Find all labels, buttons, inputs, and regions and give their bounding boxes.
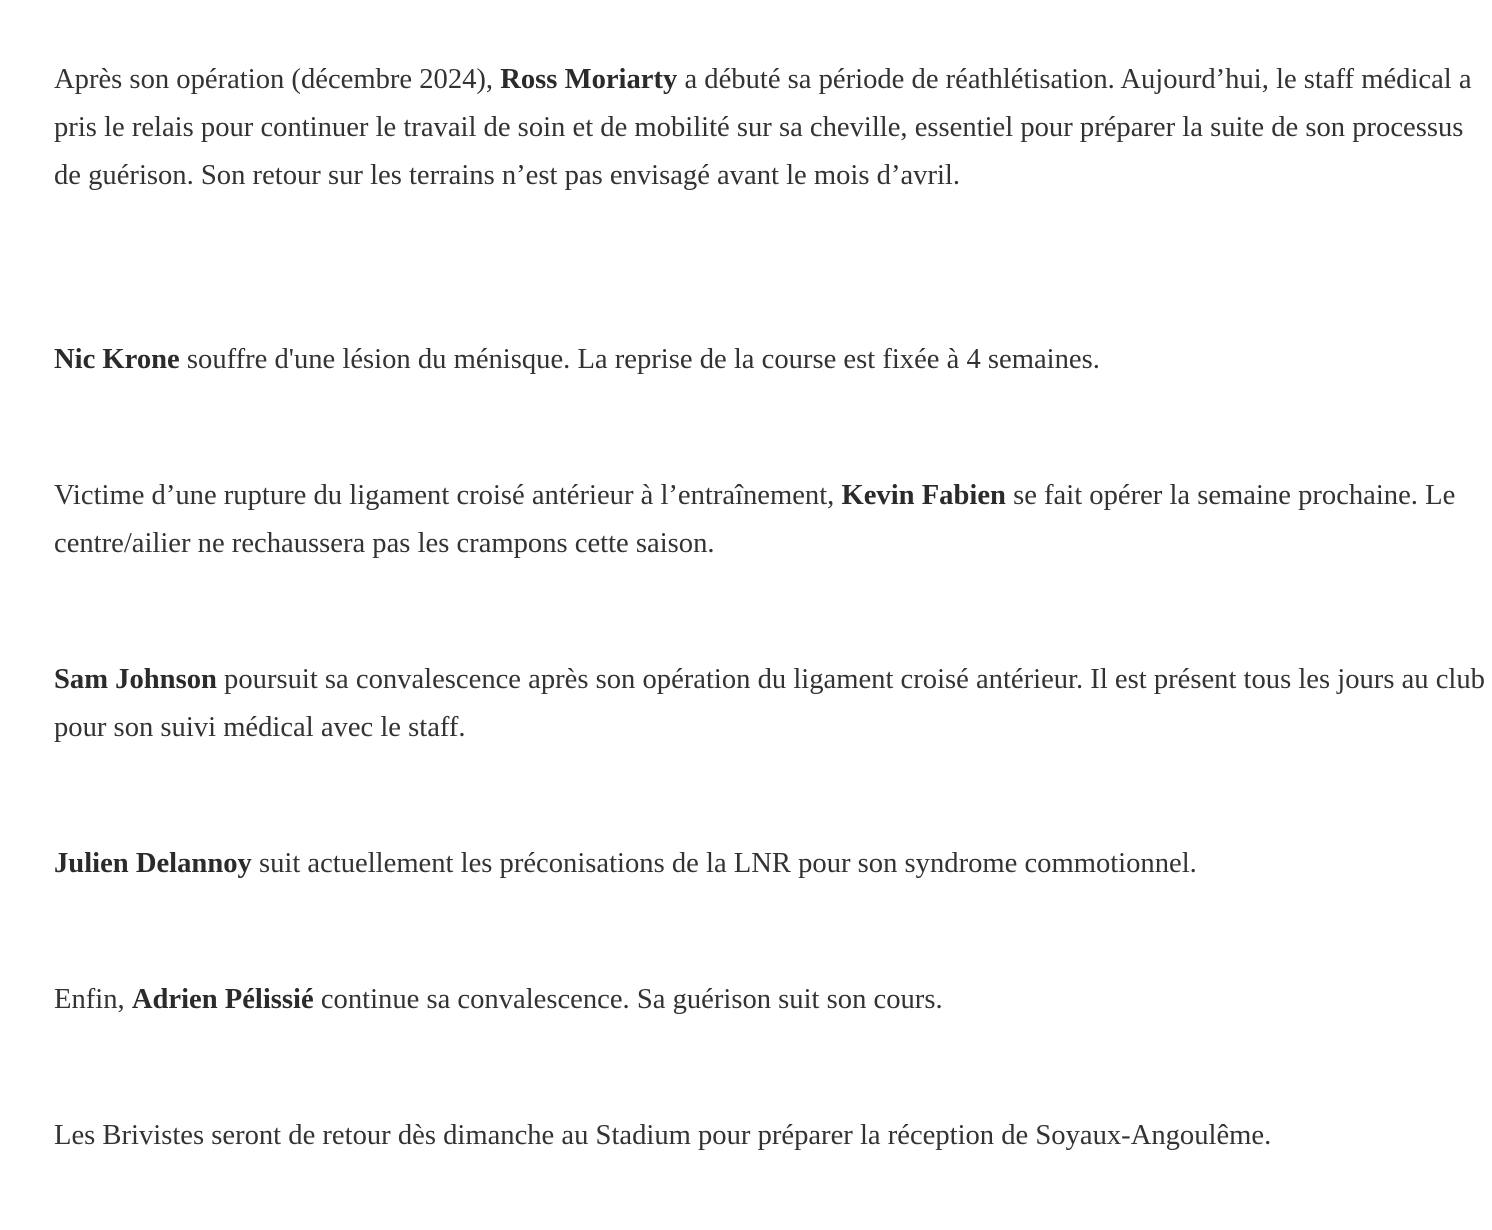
paragraph-julien-delannoy [54, 840, 1490, 888]
paragraph-text: suit actuellement les préconisations de la LNR pour son syndrome commotionnel. [251, 848, 1197, 879]
paragraph-text: Après son opération (décembre 2024), [54, 64, 501, 95]
player-name: Ross Moriarty [500, 64, 678, 95]
paragraph-text: continue sa convalescence. Sa guérison suit son cours. [313, 984, 943, 1015]
paragraph-text: souffre d'une lésion du ménisque. La reprise de la course est fixée à 4 semaines. [179, 344, 1100, 375]
paragraph-text: Victime d’une rupture du ligament croisé antérieur à l’entraînement, [54, 480, 842, 511]
paragraph-text: a débuté sa période de réathlétisation. Aujourd’hui, le staff médical a pris le relais pour continuer le travail de soin et de mobilité sur sa cheville, essentiel pour préparer la suite de son processus de guérison. Son retour sur les terrains n’est pas envisagé avant le mois d’avril. [54, 64, 1472, 191]
player-name: Sam Johnson [54, 664, 217, 695]
paragraph-text: Les Brivistes seront de retour dès dimanche au Stadium pour préparer la réception de Soyaux-Angoulême. [54, 1120, 1272, 1151]
player-name: Nic Krone [54, 344, 180, 375]
paragraph-text: poursuit sa convalescence après son opération du ligament croisé antérieur. Il est présent tous les jours au club pour son suivi médical avec le staff. [54, 664, 1485, 743]
paragraph-closing [54, 1112, 1490, 1160]
paragraph-ross-moriarty [54, 56, 1490, 200]
paragraph-text: Enfin, [54, 984, 132, 1015]
player-name: Kevin Fabien [841, 480, 1006, 511]
paragraph-sam-johnson [54, 656, 1490, 752]
player-name: Julien Delannoy [54, 848, 252, 879]
paragraph-adrien-pelissie [54, 976, 1490, 1024]
player-name: Adrien Pélissié [131, 984, 314, 1015]
paragraph-text: se fait opérer la semaine prochaine. Le centre/ailier ne rechaussera pas les crampons cette saison. [54, 480, 1456, 559]
paragraph-kevin-fabien [54, 472, 1490, 568]
paragraph-nic-krone [54, 336, 1490, 384]
